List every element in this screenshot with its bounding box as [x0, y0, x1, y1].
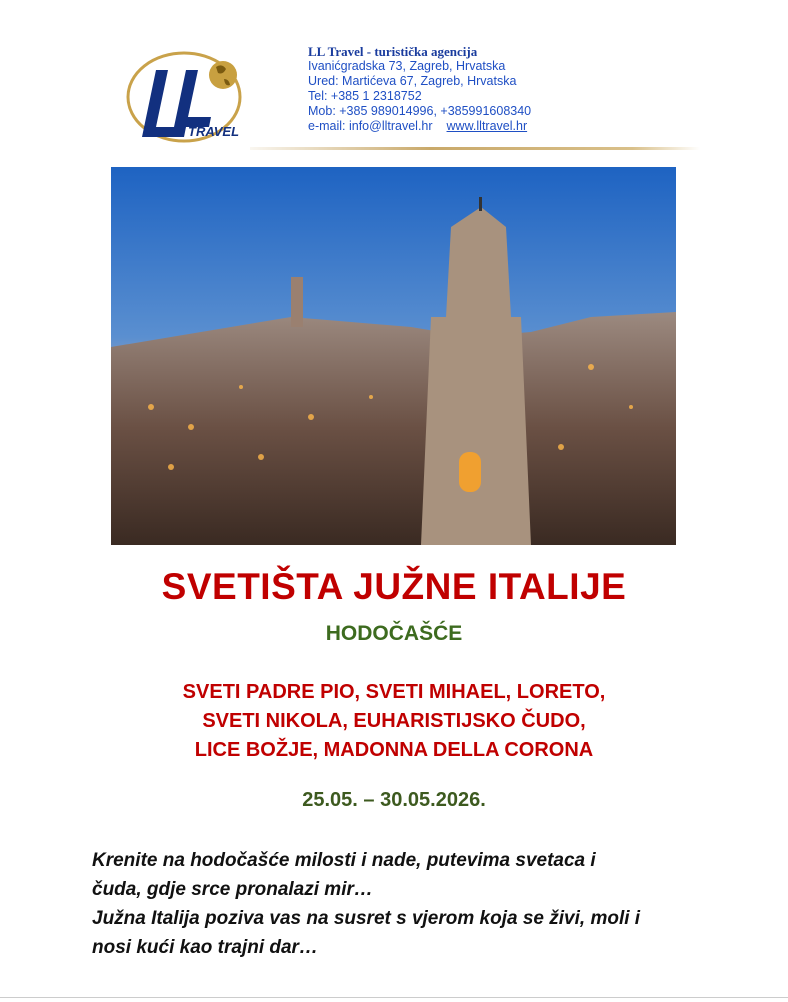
matera-town-photo	[111, 167, 676, 545]
saints-line: SVETI PADRE PIO, SVETI MIHAEL, LORETO,	[182, 681, 606, 703]
svg-text:TRAVEL: TRAVEL	[188, 124, 240, 139]
intro-text	[92, 846, 712, 962]
lltravel-logo	[126, 45, 246, 150]
page-bottom-border	[0, 997, 788, 998]
header-divider	[250, 147, 700, 150]
page-title: SVETIŠTA JUŽNE ITALIJE	[161, 566, 627, 607]
contact-info	[308, 44, 531, 134]
intro-line: Južna Italija poziva vas na susret s vjerom koja se živi, moli i	[92, 908, 641, 929]
trip-dates: 25.05. – 30.05.2026.	[302, 789, 486, 811]
agency-name: LL Travel - turistička agencija	[308, 44, 478, 59]
intro-line: nosi kući kao trajni dar…	[92, 937, 318, 958]
saints-line: SVETI NIKOLA, EUHARISTIJSKO ČUDO,	[202, 710, 586, 732]
address: Ivanićgradska 73, Zagreb, Hrvatska	[308, 59, 506, 73]
saints-line: LICE BOŽJE, MADONNA DELLA CORONA	[194, 739, 594, 761]
office-address: Ured: Martićeva 67, Zagreb, Hrvatska	[308, 74, 517, 88]
saints-list	[0, 678, 788, 765]
email: e-mail: info@lltravel.hr	[308, 119, 433, 133]
intro-line: čuda, gdje srce pronalazi mir…	[92, 879, 373, 900]
intro-line: Krenite na hodočašće milosti i nade, putevima svetaca i	[92, 850, 596, 871]
subtitle: HODOČAŠĆE	[325, 622, 463, 645]
telephone: Tel: +385 1 2318752	[308, 89, 422, 103]
website-link[interactable]: www.lltravel.hr	[446, 119, 528, 133]
mobile: Mob: +385 989014996, +385991608340	[308, 104, 532, 118]
